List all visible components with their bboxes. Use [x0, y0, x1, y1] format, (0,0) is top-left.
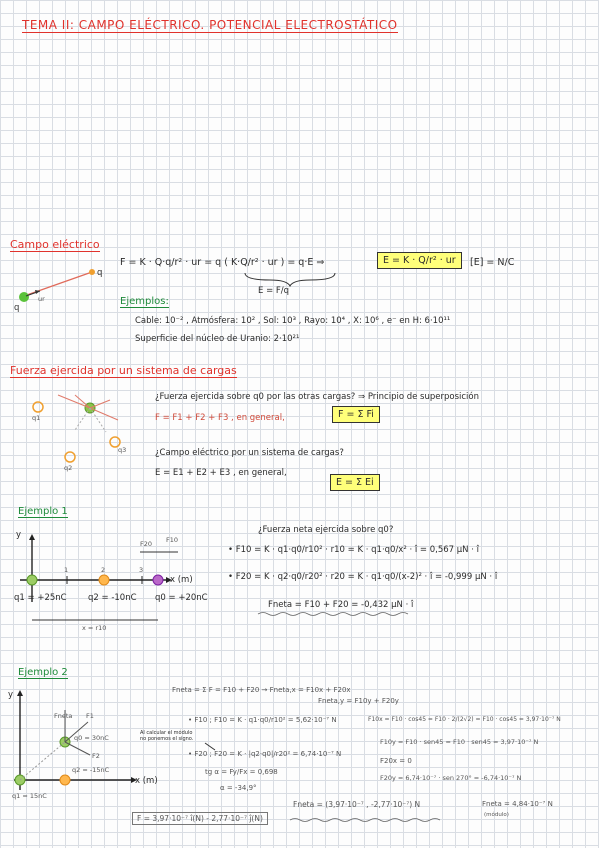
- campo-formula-main: F = K · Q·q/r² · ur = q ( K·Q/r² · ur ) = q·E ⇒: [120, 257, 325, 268]
- ejemplo2-l2r: F10x = F10 · cos45 = F10 · 2/(2√2) = F10 · cos45 = 3,97·10⁻⁷ N: [368, 716, 561, 723]
- ejemplo1-line1: • F10 = K · q1·q0/r10² · r10 = K · q1·q0/x² · î = 0,567 μN · î: [228, 545, 480, 555]
- ejemplo1-r: x = r10: [82, 624, 107, 632]
- ejemplo1-question: ¿Fuerza neta ejercida sobre q0?: [258, 525, 394, 535]
- fuerza-q2: q2: [64, 464, 73, 472]
- ejemplo2-q1: q1 = 15nC: [12, 792, 47, 800]
- ejemplo2-x-label: x (m): [135, 776, 158, 786]
- ejemplos-line2: Superficie del núcleo de Uranio: 2·10²¹: [135, 334, 300, 344]
- campo-units: [E] = N/C: [470, 257, 515, 268]
- section-campo-heading: Campo eléctrico: [10, 238, 100, 251]
- ejemplo1-y-label: y: [16, 530, 22, 540]
- ejemplo2-f1: F1: [86, 712, 94, 720]
- ejemplo2-f2: F2: [92, 752, 100, 760]
- ejemplo1-axes: [20, 534, 178, 620]
- ejemplo2-l6r-sub: (módulo): [484, 812, 509, 818]
- ejemplo2-q0: q0 = 30nC: [74, 734, 109, 742]
- ejemplo1-q0: q0 = +20nC: [155, 593, 208, 603]
- ejemplo2-l2: • F10 ; F10 = K · q1·q0/r10² = 5,62·10⁻⁷ N: [188, 716, 337, 724]
- ejemplo2-note: Al calcular el módulo no ponemos el signo.: [140, 730, 194, 742]
- fuerza-box-forces: F = Σ Fi: [332, 406, 380, 423]
- ejemplo2-fneta: Fneta: [54, 712, 73, 720]
- fuerza-sum-fields: E = E1 + E2 + E3 , en general,: [155, 468, 287, 478]
- page-title: TEMA II: CAMPO ELÉCTRICO. POTENCIAL ELECTROSTÁTICO: [22, 18, 398, 32]
- fuerza-question2: ¿Campo eléctrico por un sistema de cargas?: [155, 448, 344, 458]
- ejemplo2-l4: tg α = Fy/Fx = 0,698: [205, 768, 278, 776]
- ejemplo1-x-label: x (m): [170, 575, 193, 585]
- ejemplo1-q1: q1 = +25nC: [14, 593, 67, 603]
- section-fuerza-heading: Fuerza ejercida por un sistema de cargas: [10, 364, 237, 377]
- ejemplos-line1: Cable: 10⁻² , Atmósfera: 10² , Sol: 10³ , Rayo: 10⁴ , X: 10⁶ , e⁻ en H: 6·10¹¹: [135, 316, 451, 326]
- ejemplo1-tick1: 1: [64, 566, 69, 574]
- ejemplo2-l5r: F20y = 6,74·10⁻⁷ · sen 270° = -6,74·10⁻⁷ N: [380, 774, 522, 782]
- ejemplo2-l3: • F20 ; F20 = K · |q2·q0|/r20² = 6,74·10⁻⁷ N: [188, 750, 342, 758]
- fuerza-question1: ¿Fuerza ejercida sobre q0 por las otras cargas? ⇒ Principio de superposición: [155, 392, 480, 402]
- ejemplos-label: Ejemplos:: [120, 296, 169, 307]
- ejemplo1-tick3: 3: [139, 566, 144, 574]
- ejemplo1-tick2: 2: [101, 566, 106, 574]
- campo-ur-label: ur: [38, 295, 45, 303]
- ejemplo2-y-label: y: [8, 690, 14, 700]
- ejemplo2-l6r: Fneta = 4,84·10⁻⁷ N: [482, 800, 553, 808]
- fuerza-box-fields: E = Σ Ei: [330, 474, 380, 491]
- ejemplo2-l6: Fneta = (3,97·10⁻⁷ , -2,77·10⁻⁷) N: [293, 800, 421, 809]
- campo-formula-box: E = K · Q/r² · ur: [377, 252, 462, 269]
- ejemplo2-l4r: F20x = 0: [380, 757, 412, 765]
- ejemplo1-heading: Ejemplo 1: [18, 506, 68, 517]
- ejemplo2-l5: α = -34,9°: [220, 784, 257, 792]
- campo-qq-label: q: [97, 268, 103, 278]
- ejemplo1-result: Fneta = F10 + F20 = -0,432 μN · î: [268, 600, 414, 610]
- campo-e-eq: E = F/q: [258, 286, 290, 296]
- ejemplo2-l1b: Fneta,y = F10y + F20y: [318, 697, 399, 705]
- ejemplo2-heading: Ejemplo 2: [18, 667, 68, 678]
- ejemplo2-l1: Fneta = Σ F = F10 + F20 → Fneta,x = F10x + F20x: [172, 686, 351, 694]
- fuerza-q3: q3: [118, 446, 127, 454]
- fuerza-diagram: [33, 395, 120, 462]
- ejemplo1-f10: F10: [166, 536, 179, 544]
- ejemplo2-l3r: F10y = F10 · sen45 = F10 · sen45 = 3,97·10⁻⁷ N: [380, 738, 539, 746]
- campo-diagram: [19, 269, 95, 302]
- fuerza-sum-forces: F = F1 + F2 + F3 , en general,: [155, 413, 285, 423]
- ejemplo1-line2: • F20 = K · q2·q0/r20² · r20 = K · q1·q0/(x-2)² · î = -0,999 μN · î: [228, 572, 498, 582]
- campo-q-label: q: [14, 303, 20, 313]
- ejemplo2-q2: q2 = -15nC: [72, 766, 110, 774]
- ejemplo2-final: F = 3,97·10⁻⁷ î(N) - 2,77·10⁻⁷ ĵ(N): [132, 812, 268, 825]
- fuerza-q1: q1: [32, 414, 41, 422]
- ejemplo1-f20: F20: [140, 540, 153, 548]
- ejemplo1-q2: q2 = -10nC: [88, 593, 137, 603]
